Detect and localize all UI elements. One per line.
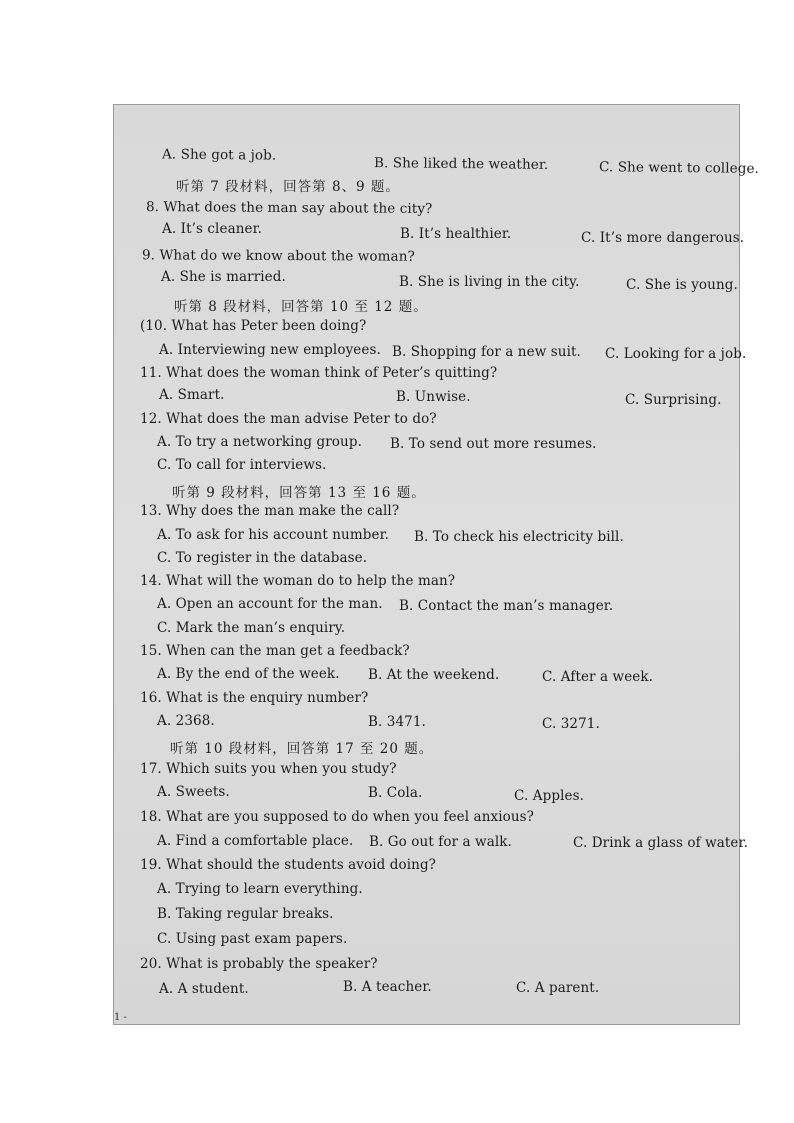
q7-option-a: A. She got a job. [161,146,277,164]
q11-option-b: B. Unwise. [396,389,471,405]
section-heading-8: 听第 8 段材料，回答第 10 至 12 题。 [174,299,428,315]
q19-option-c: C. Using past exam papers. [157,931,348,947]
q8-option-c: C. It’s more dangerous. [581,230,745,246]
q8-option-b: B. It’s healthier. [400,226,512,242]
q14-option-b: B. Contact the man’s manager. [399,598,614,614]
q12-option-b: B. To send out more resumes. [390,436,597,452]
q15-option-b: B. At the weekend. [368,667,500,683]
q18-option-c: C. Drink a glass of water. [573,835,748,851]
q16-option-c: C. 3271. [542,716,600,732]
q14-stem: 14. What will the woman do to help the man? [140,573,456,589]
q7-option-c: C. She went to college. [598,159,760,177]
q18-option-b: B. Go out for a walk. [369,834,512,850]
q20-option-c: C. A parent. [516,980,600,996]
q18-stem: 18. What are you supposed to do when you feel anxious? [140,809,535,825]
q19-option-b: B. Taking regular breaks. [157,906,334,922]
q20-option-a: A. A student. [159,981,249,997]
q10-option-c: C. Looking for a job. [605,346,747,362]
page-number: 1 - [114,1012,127,1023]
q17-stem: 17. Which suits you when you study? [140,761,397,777]
q13-option-a: A. To ask for his account number. [157,527,390,543]
q13-option-c: C. To register in the database. [157,550,368,566]
section-heading-10: 听第 10 段材料，回答第 17 至 20 题。 [170,741,434,757]
section-heading-9: 听第 9 段材料，回答第 13 至 16 题。 [172,485,426,501]
q11-stem: 11. What does the woman think of Peter’s quitting? [140,365,498,381]
q17-option-b: B. Cola. [368,785,423,801]
q16-option-b: B. 3471. [368,714,426,730]
q12-option-c: C. To call for interviews. [157,457,327,473]
q8-option-a: A. It’s cleaner. [162,221,263,237]
q19-option-a: A. Trying to learn everything. [157,881,363,897]
q10-stem: (10. What has Peter been doing? [140,318,367,334]
q15-stem: 15. When can the man get a feedback? [140,643,410,659]
q20-stem: 20. What is probably the speaker? [140,956,378,972]
section-heading-7: 听第 7 段材料，回答第 8、9 题。 [176,179,400,195]
q14-option-c: C. Mark the man’s enquiry. [157,620,346,636]
q11-option-a: A. Smart. [159,387,225,403]
q11-option-c: C. Surprising. [625,392,722,408]
q7-option-b: B. She liked the weather. [373,155,549,173]
q12-stem: 12. What does the man advise Peter to do? [140,411,437,427]
q18-option-a: A. Find a comfortable place. [157,833,354,849]
q13-stem: 13. Why does the man make the call? [140,503,400,519]
q12-option-a: A. To try a networking group. [157,434,362,450]
q16-option-a: A. 2368. [157,713,215,729]
scanned-exam-page [113,104,760,1025]
q10-option-a: A. Interviewing new employees. [159,342,381,358]
q16-stem: 16. What is the enquiry number? [140,690,369,706]
q10-option-b: B. Shopping for a new suit. [392,344,581,360]
q17-option-a: A. Sweets. [157,784,230,800]
q9-option-a: A. She is married. [161,269,286,285]
q9-option-b: B. She is living in the city. [399,274,580,290]
q15-option-a: A. By the end of the week. [157,666,340,682]
q9-option-c: C. She is young. [626,277,738,293]
q14-option-a: A. Open an account for the man. [157,596,383,612]
q19-stem: 19. What should the students avoid doing? [140,857,437,873]
q17-option-c: C. Apples. [514,788,584,804]
q13-option-b: B. To check his electricity bill. [414,529,624,545]
q15-option-c: C. After a week. [542,669,654,685]
q20-option-b: B. A teacher. [343,979,432,995]
q8-stem: 8. What does the man say about the city? [145,199,433,217]
q9-stem: 9. What do we know about the woman? [141,247,415,265]
